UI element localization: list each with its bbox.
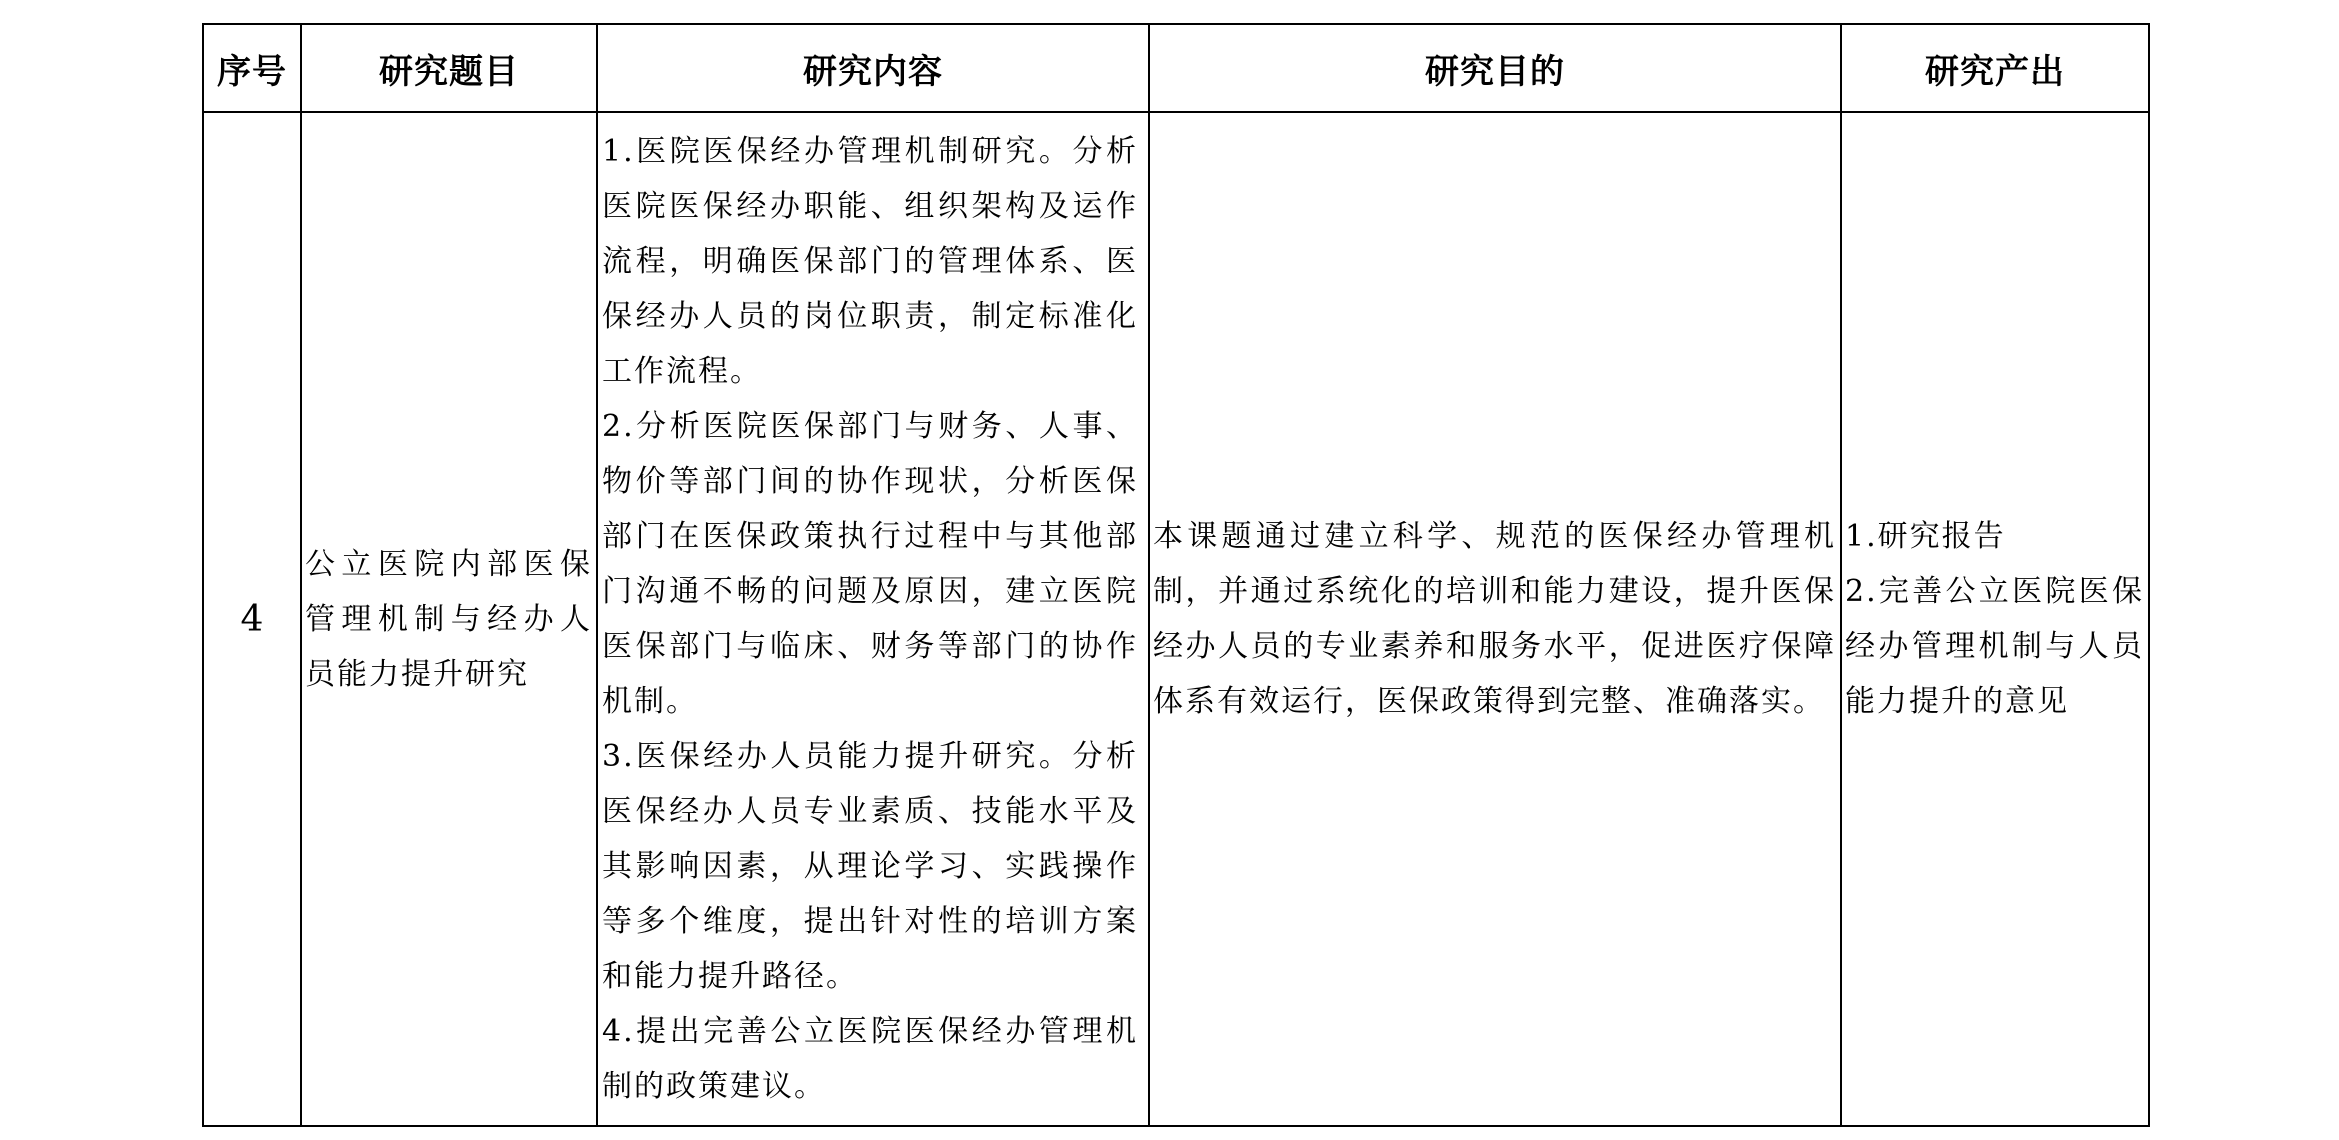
header-seq: 序号	[203, 24, 301, 112]
row-seq: 4	[203, 112, 301, 1126]
row-title: 公立医院内部医保管理机制与经办人员能力提升研究	[301, 112, 597, 1126]
content-item-3: 3.医保经办人员能力提升研究。分析医保经办人员专业素质、技能水平及其影响因素，从理论学习、实践操作等多个维度，提出针对性的培训方案和能力提升路径。	[602, 739, 1138, 994]
row-purpose: 本课题通过建立科学、规范的医保经办管理机制，并通过系统化的培训和能力建设，提升医保经办人员的专业素养和服务水平，促进医疗保障体系有效运行，医保政策得到完整、准确落实。	[1149, 112, 1841, 1126]
header-output: 研究产出	[1841, 24, 2149, 112]
header-purpose: 研究目的	[1149, 24, 1841, 112]
header-content: 研究内容	[597, 24, 1149, 112]
row-content	[597, 112, 1149, 1126]
output-item-2: 2.完善公立医院医保经办管理机制与人员能力提升的意见	[1845, 574, 2144, 719]
content-item-2: 2.分析医院医保部门与财务、人事、物价等部门间的协作现状，分析医保部门在医保政策执行过程中与其他部门沟通不畅的问题及原因，建立医院医保部门与临床、财务等部门的协作机制。	[602, 409, 1138, 719]
header-title: 研究题目	[301, 24, 597, 112]
row-output	[1841, 112, 2149, 1126]
header-row	[203, 24, 2149, 112]
output-item-1: 1.研究报告	[1845, 519, 2006, 554]
research-table	[202, 23, 2150, 1127]
content-item-4: 4.提出完善公立医院医保经办管理机制的政策建议。	[602, 1014, 1138, 1104]
table-row	[203, 112, 2149, 1126]
content-item-1: 1.医院医保经办管理机制研究。分析医院医保经办职能、组织架构及运作流程，明确医保部门的管理体系、医保经办人员的岗位职责，制定标准化工作流程。	[602, 134, 1138, 389]
